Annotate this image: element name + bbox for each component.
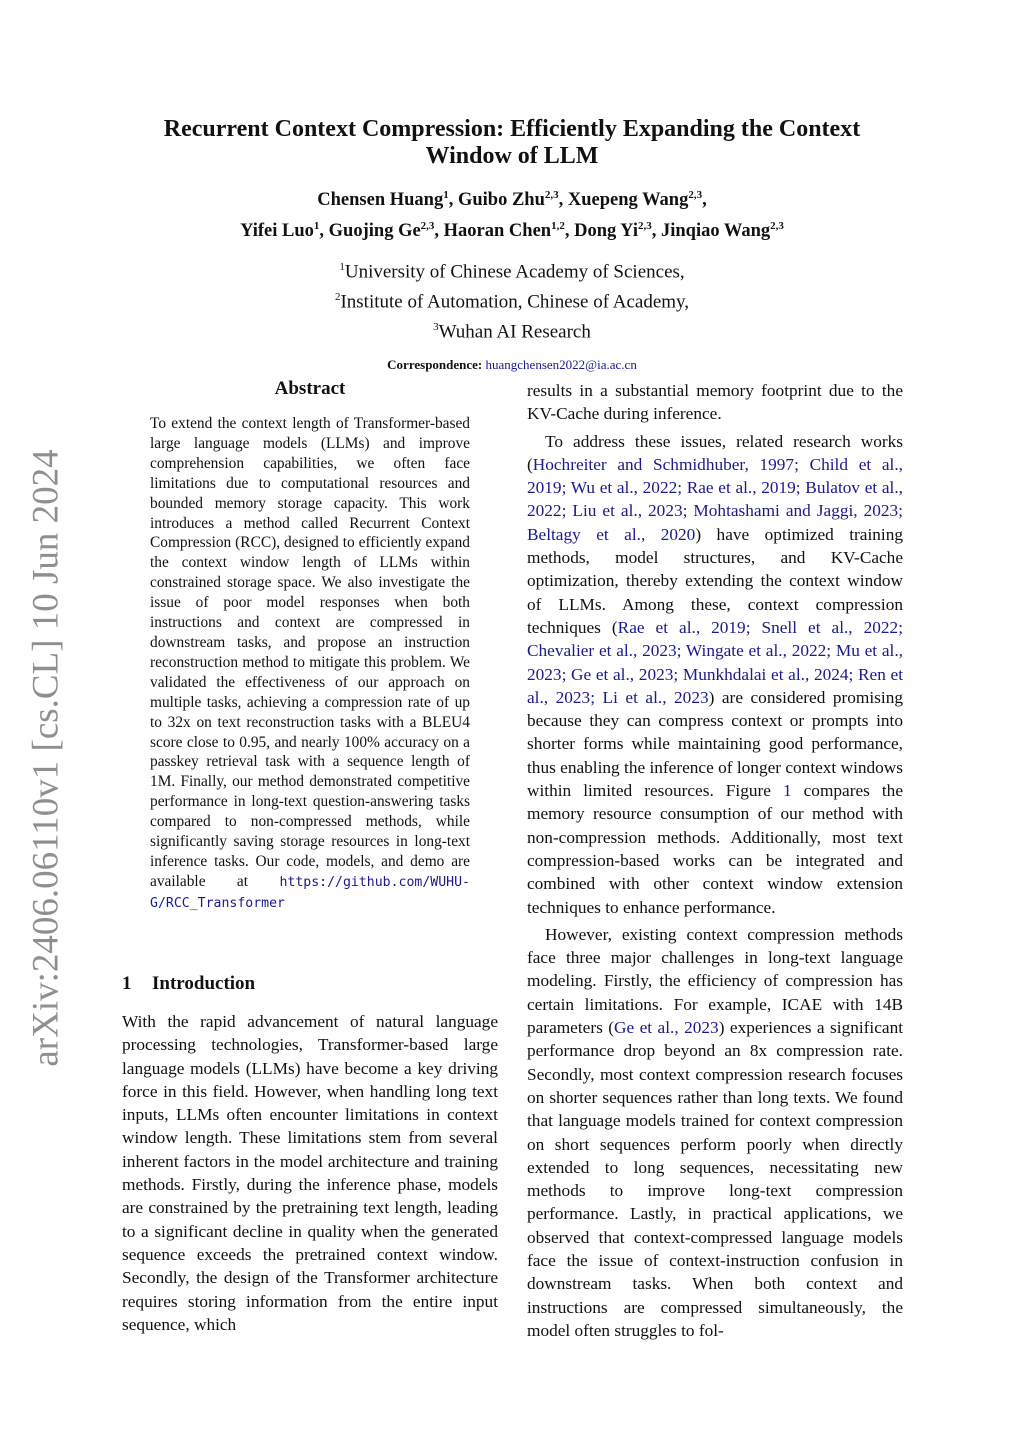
affiliation: $^3$Wuhan AI Research xyxy=(433,320,591,342)
section-number: 1 xyxy=(122,973,132,994)
intro-paragraph-2: To address these issues, related research works (Hochreiter and Schmidhuber, 1997; Child et al., 2019; Wu et al., 2022; Rae et al., 2019; Bulatov et al., 2022; Liu et al., 2023; Mohtashami and Jaggi, 2023; Beltagy et al., 2020) have optimized training methods, model structures, and KV-Cache optimization, thereby extending the context window of LLMs. Among these, context compression techniques (Rae et al., 2019; Snell et al., 2022; Chevalier et al., 2023; Wingate et al., 2022; Mu et al., 2023; Ge et al., 2023; Munkhdalai et al., 2024; Ren et al., 2023; Li et al., 2023) are considered promising because they can compress context or prompts into shorter forms while maintaining good performance, thus enabling the inference of longer context windows within limited resources. Figure 1 compares the memory resource consumption of our method with non-compression methods. Additionally, most text compression-based works can be integrated and combined with other context window extension techniques to enhance performance. xyxy=(527,431,903,917)
citation-link[interactable]: Hochreiter and Schmidhuber, 1997; Child et al., 2019; Wu et al., 2022; Rae et al., 2019; Bulatov et al., 2022; Liu et al., 2023; Mohtashami and Jaggi, 2023; Beltagy et al., 2020 xyxy=(527,454,903,544)
code-repo-link[interactable]: https://github.com/WUHU-G/RCC_Transformer xyxy=(150,874,470,911)
section-heading-introduction xyxy=(122,973,502,995)
intro-paragraph-3: However, existing context compression methods face three major challenges in long-text language modeling. Firstly, the efficiency of compression has certain limitations. For example, ICAE with 14B parameters (Ge et al., 2023) experiences a significant performance drop beyond an 8x compression rate. Secondly, most context compression research focuses on shorter sequences rather than long texts. We found that language models trained for context compression on short sequences perform poorly when directly extended to long sequences, necessitating new methods to improve long-text compression performance. Lastly, in practical applications, we observed that context-compressed language models face the issue of context-instruction confusion in downstream tasks. When both context and instructions are compressed simultaneously, the model often struggles to fol- xyxy=(527,924,904,1340)
affiliation-list xyxy=(150,255,874,344)
author: Guibo Zhu$^{2,3}$, xyxy=(457,189,568,211)
affiliation: $^1$University of Chinese Academy of Sciences, xyxy=(339,261,685,283)
author: Guojing Ge$^{2,3}$, xyxy=(328,220,444,242)
citation-link[interactable]: Ge et al., 2023 xyxy=(614,1018,719,1038)
section-title: Introduction xyxy=(152,973,256,994)
intro-right-column xyxy=(527,379,903,1342)
correspondence-label: Correspondence: xyxy=(387,357,483,372)
intro-left-column xyxy=(122,1010,498,1336)
abstract-text: To extend the context length of Transformer-based large language models (LLMs) and improve comprehension capabilities, we often face limitations due to computational resources and bounded memory storage capacity. This work introduces a method called Recurrent Context Compression (RCC), designed to efficiently expand the context window length of LLMs within constrained storage space. We also investigate the issue of poor model responses when both instructions and context are compressed in downstream tasks, and propose an instruction reconstruction method to mitigate this problem. We validated the effectiveness of our approach on multiple tasks, achieving a compression rate of up to 32x on text reconstruction tasks with a BLEU4 score close to 0.95, and nearly 100% accuracy on a passkey retrieval task with a sequence length of 1M. Finally, our method demonstrated competitive performance in long-text question-answering tasks compared to non-compressed methods, while significantly saving storage resources in long-text inference tasks. Our code, models, and demo are available at xyxy=(150,415,470,890)
intro-paragraph-1-continued: results in a substantial memory footprint due to the KV-Cache during inference. xyxy=(527,381,903,424)
author: Dong Yi$^{2,3}$, xyxy=(574,220,661,242)
author: Yifei Luo$^1$, xyxy=(240,220,329,242)
correspondence-email-link[interactable]: huangchensen2022@ia.ac.cn xyxy=(485,357,637,372)
author-list xyxy=(110,182,914,244)
affiliation: $^2$Institute of Automation, Chinese of Academy, xyxy=(334,290,690,313)
citation-link[interactable]: Rae et al., 2019; Snell et al., 2022; Chevalier et al., 2023; Wingate et al., 2022; Mu et al., 2023; Ge et al., 2023; Munkhdalai et al., 2024; Ren et al., 2023; Li et al., 2023 xyxy=(527,617,903,707)
intro-paragraph-1: With the rapid advancement of natural language processing technologies, Transformer-based large language models (LLMs) have become a key driving force in this field. However, when handling long text inputs, LLMs often encounter limitations in context window length. These limitations stem from several inherent factors in the model architecture and training methods. Firstly, during the inference phase, models are constrained by the pretraining text length, leading to a significant decline in quality when the generated sequence exceeds the pretrained context window. Secondly, the design of the Transformer architecture requires storing information from the entire input sequence, which xyxy=(122,1012,498,1334)
figure-reference-link[interactable]: 1 xyxy=(782,781,792,801)
paper-title: Recurrent Context Compression: Efficiently Expanding the Context Window of LLM xyxy=(163,116,861,169)
abstract-heading: Abstract xyxy=(274,378,346,399)
correspondence xyxy=(150,357,874,373)
author: Chensen Huang$^1$, xyxy=(317,189,458,211)
arxiv-sidebar-stamp xyxy=(20,448,72,1068)
author: Haoran Chen$^{1,2}$, xyxy=(443,220,575,242)
author: Xuepeng Wang$^{2,3}$, xyxy=(567,189,707,211)
arxiv-identifier: arXiv:2406.06110v1 [cs.CL] 10 Jun 2024 xyxy=(25,449,67,1067)
abstract-body xyxy=(150,414,470,914)
author: Jinqiao Wang$^{2,3}$ xyxy=(661,220,784,242)
